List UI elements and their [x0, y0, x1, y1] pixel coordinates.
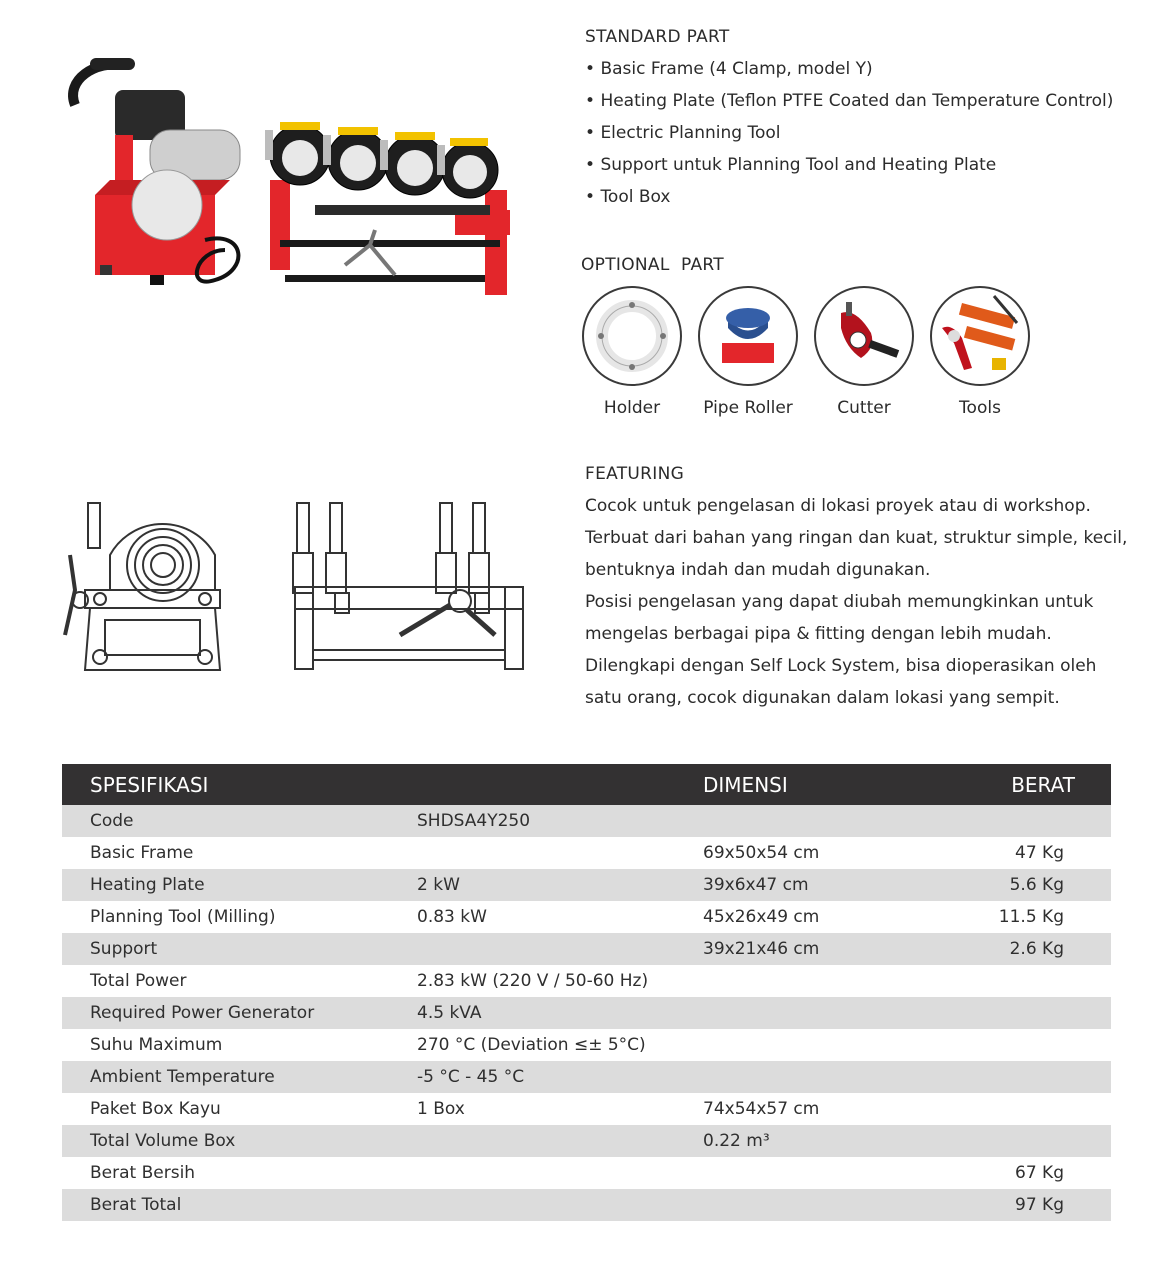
header-dimensi: DIMENSI [703, 773, 788, 797]
cell-label: Berat Bersih [90, 1163, 196, 1183]
list-item: • Basic Frame (4 Clamp, model Y) [585, 53, 1113, 85]
pipe-roller-image [698, 286, 798, 386]
cell-berat: 67 Kg [1015, 1163, 1064, 1183]
table-row [62, 869, 1111, 901]
cell-value: 2.83 kW (220 V / 50-60 Hz) [417, 971, 649, 991]
side-view-drawing [293, 503, 523, 669]
list-item: • Support untuk Planning Tool and Heating Plate [585, 149, 1113, 181]
cell-value: 270 °C (Deviation ≤± 5°C) [417, 1035, 646, 1055]
table-body [62, 805, 1111, 1221]
specification-table [62, 764, 1111, 1221]
cell-label: Required Power Generator [90, 1003, 315, 1023]
basic-frame-image [265, 122, 510, 295]
cell-berat: 47 Kg [1015, 843, 1064, 863]
table-row [62, 1189, 1111, 1221]
header-spesifikasi: SPESIFIKASI [90, 773, 209, 797]
cell-label: Paket Box Kayu [90, 1099, 221, 1119]
featuring-line: satu orang, cocok digunakan dalam lokasi yang sempit. [585, 688, 1060, 708]
featuring-line: Terbuat dari bahan yang ringan dan kuat, struktur simple, kecil, [585, 528, 1128, 548]
standard-part-title: STANDARD PART [585, 27, 730, 47]
featuring-line: Posisi pengelasan yang dapat diubah memungkinkan untuk [585, 592, 1094, 612]
optional-item-pipe-roller [693, 286, 803, 418]
cell-label: Suhu Maximum [90, 1035, 223, 1055]
table-row [62, 1093, 1111, 1125]
cell-berat: 97 Kg [1015, 1195, 1064, 1215]
table-row [62, 1061, 1111, 1093]
cell-label: Total Power [90, 971, 187, 991]
table-row [62, 901, 1111, 933]
cell-label: Heating Plate [90, 875, 205, 895]
optional-item-cutter [809, 286, 919, 418]
holder-image [582, 286, 682, 386]
planning-tool-image [73, 58, 240, 285]
cell-value: 0.83 kW [417, 907, 487, 927]
featuring-line: mengelas berbagai pipa & fitting dengan lebih mudah. [585, 624, 1052, 644]
featuring-title: FEATURING [585, 464, 685, 484]
cell-berat: 5.6 Kg [1009, 875, 1064, 895]
table-row [62, 933, 1111, 965]
cell-dimensi: 45x26x49 cm [703, 907, 820, 927]
optional-item-tools [925, 286, 1035, 418]
featuring-line: Dilengkapi dengan Self Lock System, bisa dioperasikan oleh [585, 656, 1097, 676]
cell-label: Support [90, 939, 158, 959]
table-row [62, 1029, 1111, 1061]
cutter-image [814, 286, 914, 386]
cell-label: Code [90, 811, 134, 831]
optional-item-label: Tools [959, 398, 1001, 418]
cell-dimensi: 74x54x57 cm [703, 1099, 820, 1119]
table-row [62, 837, 1111, 869]
front-view-drawing [65, 503, 220, 670]
cell-label: Berat Total [90, 1195, 182, 1215]
standard-part-list [585, 53, 1113, 213]
cell-dimensi: 39x21x46 cm [703, 939, 820, 959]
cell-label: Basic Frame [90, 843, 194, 863]
tools-image [930, 286, 1030, 386]
featuring-text [585, 490, 1127, 714]
cell-dimensi: 39x6x47 cm [703, 875, 809, 895]
featuring-line: Cocok untuk pengelasan di lokasi proyek atau di workshop. [585, 496, 1091, 516]
cell-dimensi: 0.22 m³ [703, 1131, 770, 1151]
list-item: • Heating Plate (Teflon PTFE Coated dan Temperature Control) [585, 85, 1113, 117]
table-row [62, 1125, 1111, 1157]
cell-label: Total Volume Box [90, 1131, 236, 1151]
header-berat: BERAT [1011, 773, 1075, 797]
featuring-line: bentuknya indah dan mudah digunakan. [585, 560, 931, 580]
table-row [62, 997, 1111, 1029]
cell-value: 4.5 kVA [417, 1003, 482, 1023]
optional-item-label: Holder [603, 398, 661, 418]
list-item: • Electric Planning Tool [585, 117, 1113, 149]
optional-item-holder [577, 286, 687, 418]
cell-value: SHDSA4Y250 [417, 811, 531, 831]
cell-label: Ambient Temperature [90, 1067, 275, 1087]
cell-berat: 2.6 Kg [1009, 939, 1064, 959]
optional-item-label: Pipe Roller [703, 398, 793, 418]
technical-drawing [55, 495, 535, 680]
cell-value: -5 °C - 45 °C [417, 1067, 525, 1087]
list-item: • Tool Box [585, 181, 1113, 213]
cell-value: 2 kW [417, 875, 460, 895]
cell-value: 1 Box [417, 1099, 465, 1119]
cell-label: Planning Tool (Milling) [90, 907, 276, 927]
optional-part-title: OPTIONAL PART [581, 255, 724, 275]
table-row [62, 965, 1111, 997]
table-row [62, 1157, 1111, 1189]
table-row [62, 805, 1111, 837]
cell-berat: 11.5 Kg [998, 907, 1064, 927]
table-header [62, 764, 1111, 805]
product-photo [55, 50, 525, 340]
optional-item-label: Cutter [837, 398, 891, 418]
cell-dimensi: 69x50x54 cm [703, 843, 820, 863]
